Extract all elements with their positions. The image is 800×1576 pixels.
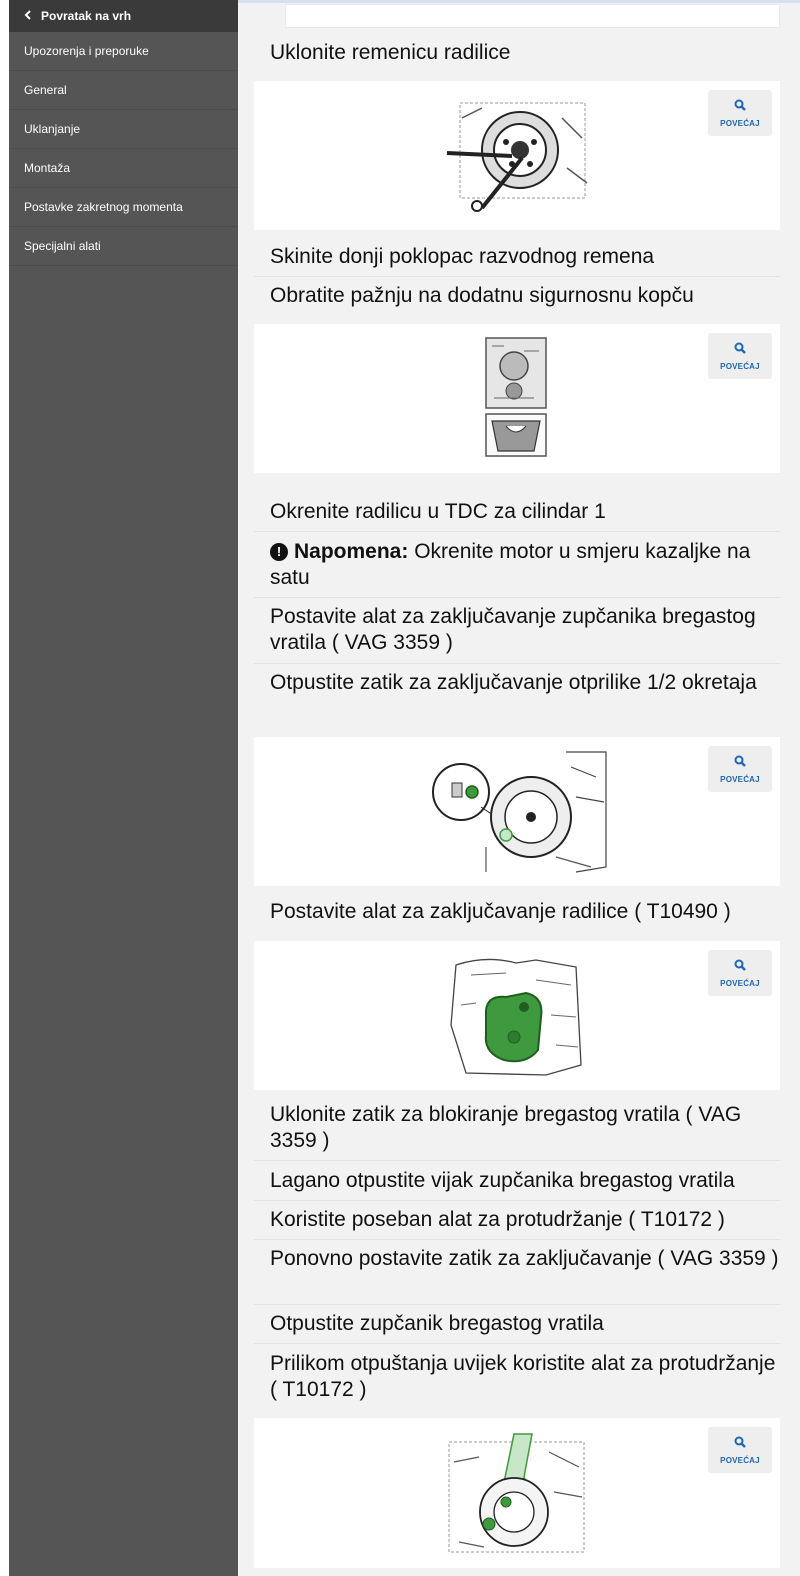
back-to-top-label: Povratak na vrh xyxy=(41,9,132,23)
camshaft-lock-pin-illustration[interactable] xyxy=(426,747,611,877)
divider xyxy=(254,663,780,664)
sidebar-item-warnings[interactable] xyxy=(9,32,238,71)
zoom-button[interactable] xyxy=(708,746,772,792)
left-edge xyxy=(0,0,9,1576)
divider xyxy=(254,531,780,532)
note-label: Napomena: xyxy=(294,540,409,563)
divider xyxy=(254,1160,780,1161)
divider xyxy=(254,1343,780,1344)
step-text: Koristite poseban alat za protudržanje ( T10172 ) xyxy=(270,1208,725,1231)
crankshaft-pulley-illustration[interactable] xyxy=(442,98,592,213)
sidebar-nav xyxy=(9,0,238,1576)
step-text: Lagano otpustite vijak zupčanika bregastog vratila xyxy=(270,1169,735,1192)
step-text: Ponovno postavite zatik za zaključavanje ( VAG 3359 ) xyxy=(270,1247,779,1270)
step-text: Otpustite zupčanik bregastog vratila xyxy=(270,1312,604,1335)
divider xyxy=(254,276,780,277)
sidebar-item-torque-settings[interactable] xyxy=(9,188,238,227)
divider xyxy=(254,1239,780,1240)
sidebar-item-label: Upozorenja i preporuke xyxy=(24,44,149,58)
crankshaft-lock-tool-illustration[interactable] xyxy=(446,955,586,1077)
back-to-top-button[interactable] xyxy=(9,0,238,32)
step-text: Postavite alat za zaključavanje zupčanika bregastog vratila ( VAG 3359 ) xyxy=(270,605,756,654)
zoom-button[interactable] xyxy=(708,333,772,379)
magnifier-icon xyxy=(734,98,746,116)
zoom-label: POVEĆAJ xyxy=(720,362,760,371)
magnifier-icon xyxy=(734,341,746,359)
step-text: Uklonite zatik za blokiranje bregastog vratila ( VAG 3359 ) xyxy=(270,1103,742,1152)
image-card xyxy=(254,1418,780,1568)
zoom-button[interactable] xyxy=(708,1427,772,1473)
divider xyxy=(254,1304,780,1305)
chevron-left-icon xyxy=(24,9,32,23)
sidebar-item-special-tools[interactable] xyxy=(9,227,238,266)
sidebar-item-label: Uklanjanje xyxy=(24,122,81,136)
sidebar-item-removal[interactable] xyxy=(9,110,238,149)
previous-image-card xyxy=(285,4,780,28)
step-text: Uklonite remenicu radilice xyxy=(270,41,511,64)
sidebar-item-label: Montaža xyxy=(24,161,71,175)
step-text: Postavite alat za zaključavanje radilice ( T10490 ) xyxy=(270,900,731,923)
timing-belt-cover-illustration[interactable] xyxy=(484,336,548,460)
step-text: Otpustite zatik za zaključavanje otprilike 1/2 okretaja xyxy=(270,671,757,694)
image-card xyxy=(254,941,780,1090)
image-card xyxy=(254,81,780,230)
zoom-label: POVEĆAJ xyxy=(720,119,760,128)
image-card xyxy=(254,737,780,886)
step-text: Obratite pažnju na dodatnu sigurnosnu kopču xyxy=(270,284,694,307)
divider xyxy=(254,597,780,598)
sidebar-item-installation[interactable] xyxy=(9,149,238,188)
top-border xyxy=(238,0,800,3)
magnifier-icon xyxy=(734,958,746,976)
procedure-content xyxy=(238,0,800,1576)
step-text: Skinite donji poklopac razvodnog remena xyxy=(270,245,655,268)
divider xyxy=(254,1200,780,1201)
step-text: Prilikom otpuštanja uvijek koristite alat za protudržanje ( T10172 ) xyxy=(270,1352,776,1401)
magnifier-icon xyxy=(734,1435,746,1453)
counterhold-tool-illustration[interactable] xyxy=(444,1432,589,1557)
zoom-label: POVEĆAJ xyxy=(720,775,760,784)
magnifier-icon xyxy=(734,754,746,772)
sidebar-item-label: Specijalni alati xyxy=(24,239,101,253)
note-step xyxy=(270,539,785,591)
sidebar-item-label: General xyxy=(24,83,67,97)
image-card xyxy=(254,324,780,473)
zoom-button[interactable] xyxy=(708,90,772,136)
zoom-label: POVEĆAJ xyxy=(720,1456,760,1465)
zoom-button[interactable] xyxy=(708,950,772,996)
step-text: Okrenite radilicu u TDC za cilindar 1 xyxy=(270,500,606,523)
note-text: Okrenite motor u smjeru kazaljke na satu xyxy=(270,540,751,589)
zoom-label: POVEĆAJ xyxy=(720,979,760,988)
exclamation-icon: ! xyxy=(270,543,288,561)
sidebar-item-label: Postavke zakretnog momenta xyxy=(24,200,183,214)
sidebar-item-general[interactable] xyxy=(9,71,238,110)
